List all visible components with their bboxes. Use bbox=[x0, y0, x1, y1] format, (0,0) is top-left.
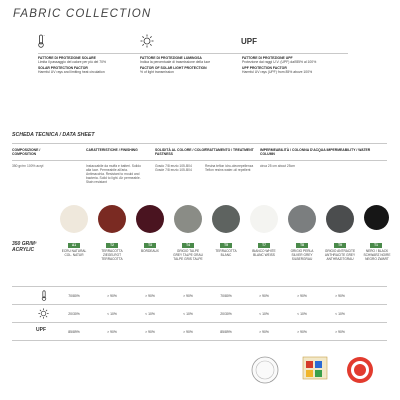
perf-value: < 10% bbox=[107, 312, 117, 316]
color-name: GRIGIO ANTRACITE ANTHRACITE GREY ANTHRAZITGRAU bbox=[324, 249, 356, 261]
feature-en-title: UPF PROTECTION FACTOR bbox=[242, 66, 287, 71]
color-name: ECRU NATURAL COL. NATUR bbox=[61, 249, 87, 257]
perf-value: 20/30% bbox=[220, 312, 232, 316]
color-code: T5 bbox=[220, 243, 232, 248]
color-name: NERO / BLACK SCHWARZ NOIRE NEGRO ZWART bbox=[363, 249, 391, 261]
perf-value: 20/30% bbox=[68, 312, 80, 316]
svg-text:°: ° bbox=[43, 35, 45, 38]
perf-value: > 90% bbox=[297, 294, 307, 298]
divider bbox=[12, 322, 387, 323]
perf-value: > 90% bbox=[107, 294, 117, 298]
feature-en-desc: Harmful UV rays and limiting heat circulation bbox=[38, 70, 105, 75]
perf-value: 85/89% bbox=[220, 330, 232, 334]
color-name: TERRACOTTA ZIEGELROT TERRACOTTA bbox=[101, 249, 123, 261]
swatch bbox=[212, 205, 240, 233]
header-fastness: SOLIDITÀ AL COLORE / COLOR FASTNESS bbox=[155, 148, 207, 157]
color-code: T4 bbox=[182, 243, 194, 248]
perf-value: < 10% bbox=[183, 312, 193, 316]
color-code: A1 bbox=[68, 243, 80, 248]
perf-value: > 90% bbox=[183, 330, 193, 334]
divider bbox=[12, 340, 387, 341]
perf-value: < 10% bbox=[145, 312, 155, 316]
color-code: T3 bbox=[144, 243, 156, 248]
swatch bbox=[60, 205, 88, 233]
upf-icon: UPF bbox=[241, 37, 257, 46]
sun-icon bbox=[38, 308, 49, 319]
sun-icon bbox=[140, 34, 154, 48]
cell-water-column: circa 25 cm about 25cm bbox=[260, 164, 295, 168]
warranty-badge-icon bbox=[345, 355, 375, 385]
divider bbox=[12, 286, 387, 287]
swatch bbox=[288, 205, 316, 233]
perf-value: > 90% bbox=[259, 294, 269, 298]
cell-fastness: Grado 7/8 enzio 105-B04 Grade 7/8 enzio 105-B04 bbox=[155, 164, 192, 173]
page-title: FABRIC COLLECTION bbox=[13, 8, 152, 20]
color-code: T1 bbox=[370, 243, 382, 248]
thermometer-icon bbox=[40, 290, 48, 301]
perf-value: 85/89% bbox=[68, 330, 80, 334]
header-composition: COMPOSIZIONE / COMPOSITION bbox=[12, 148, 41, 157]
thermometer-icon bbox=[36, 34, 46, 48]
cell-finishing: Instaccabile da muffa e batteri. Solido alla luce. Permeabile all'aria. Antimacchia. Resistant to mould and bacteria. Solid to light. Air permeable. Stain resistant bbox=[86, 164, 141, 185]
swatch bbox=[364, 205, 389, 230]
perf-value: 70/80% bbox=[68, 294, 80, 298]
perf-value: > 90% bbox=[297, 330, 307, 334]
acrylic-label: 350 GR/M² ACRYLIC bbox=[12, 241, 37, 253]
perf-value: < 10% bbox=[297, 312, 307, 316]
perf-value: 70/80% bbox=[220, 294, 232, 298]
perf-value: > 90% bbox=[335, 330, 345, 334]
certification-seal-icon bbox=[250, 355, 280, 385]
cell-treatment: Resina teflon idro-oleorepellenza Teflon resins water-oil repellent bbox=[205, 164, 254, 173]
feature-en-desc: Harmful UV rays (UPF) from 85% above 100% bbox=[242, 70, 313, 75]
color-name: BORDEAUX bbox=[141, 249, 159, 253]
perf-value: > 90% bbox=[107, 330, 117, 334]
cell-composition: 350 gr/m² 100% acryl bbox=[12, 164, 44, 168]
color-name: GRIGIO TALPE GREY TALPE GRAU TALPE GRIS TALPE bbox=[173, 249, 203, 261]
feature-en-title: FACTOR OF SOLAR LIGHT PROTECTION bbox=[140, 66, 207, 71]
brand-logo-icon bbox=[300, 355, 330, 389]
feature-it-title: FATTORE DI PROTEZIONE SOLARE bbox=[38, 56, 96, 60]
color-name: GRIGIO PERLA SILVER GREY SILBERGRAU bbox=[290, 249, 314, 261]
feature-it-desc: Limita il passaggio del calore per più del 70% bbox=[38, 60, 107, 65]
feature-it-title: FATTORE DI PROTEZIONE UPF bbox=[242, 56, 293, 60]
perf-value: > 90% bbox=[335, 294, 345, 298]
feature-it-desc: Protezione dai raggi U.V. (UPF) dall'85% al 100% bbox=[242, 60, 317, 65]
feature-en-title: SOLAR PROTECTION FACTOR bbox=[38, 66, 88, 71]
feature-en-desc: % of light transmission bbox=[140, 70, 174, 75]
header-finishing: CARATTERISTICHE / FINISHING bbox=[86, 148, 138, 152]
swatch bbox=[98, 205, 126, 233]
color-code: T2 bbox=[106, 243, 118, 248]
perf-value: < 10% bbox=[259, 312, 269, 316]
feature-solar bbox=[38, 56, 136, 74]
datasheet-title: SCHEDA TECNICA / DATA SHEET bbox=[12, 132, 95, 138]
swatch bbox=[326, 205, 354, 233]
divider bbox=[12, 160, 387, 161]
color-name: TERRACOTTA BLANC bbox=[215, 249, 237, 257]
perf-value: > 90% bbox=[183, 294, 193, 298]
perf-value: > 90% bbox=[145, 330, 155, 334]
perf-value: < 10% bbox=[335, 312, 345, 316]
feature-it-title: FATTORE DI PROTEZIONE LUMINOSA bbox=[140, 56, 202, 60]
divider bbox=[12, 304, 387, 305]
upf-icon: UPF bbox=[36, 327, 46, 333]
feature-it-desc: Indica la percentuale di trasmissione della luce bbox=[140, 60, 211, 65]
swatch bbox=[136, 205, 164, 233]
header-water-column: IMPERMEABILITÀ / COLONNA D'ACQUA IMPERMEABILITY / WATER COLUMN bbox=[260, 148, 371, 157]
divider bbox=[38, 53, 348, 54]
swatch bbox=[250, 205, 278, 233]
header-treatment: TRATTAMENTO / TREATMENT bbox=[205, 148, 254, 152]
color-name: BIANCO WHITE BLANC WEISS bbox=[252, 249, 276, 257]
color-code: T7 bbox=[258, 243, 270, 248]
feature-upf bbox=[242, 56, 340, 74]
perf-value: > 90% bbox=[259, 330, 269, 334]
color-code: T9 bbox=[334, 243, 346, 248]
color-code: T8 bbox=[296, 243, 308, 248]
swatch bbox=[174, 205, 202, 233]
divider bbox=[12, 143, 387, 144]
perf-value: > 90% bbox=[145, 294, 155, 298]
feature-light bbox=[140, 56, 238, 74]
